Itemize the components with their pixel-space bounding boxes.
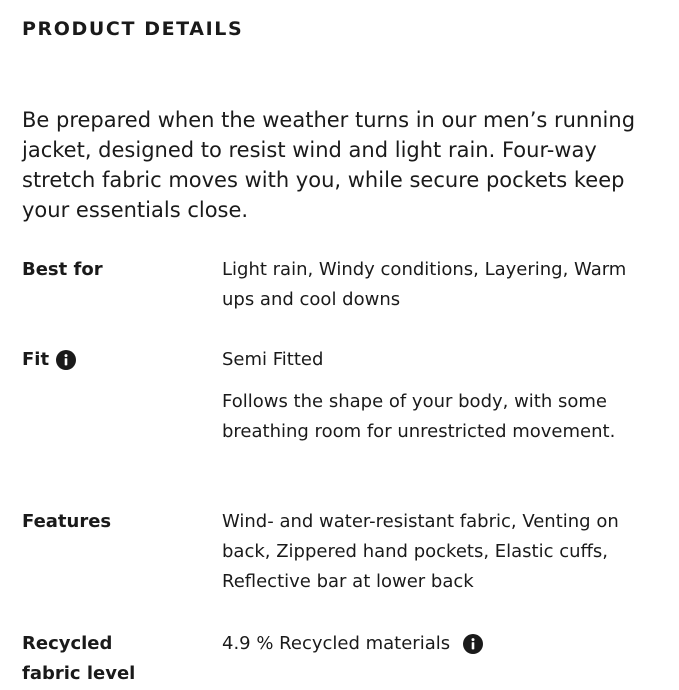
fit-note: Follows the shape of your body, with some breathing room for unrestricted movement.: [222, 391, 616, 442]
best-for-value: Light rain, Windy conditions, Layering, Warm ups and cool downs: [222, 259, 627, 310]
fit-info-icon[interactable]: [55, 349, 77, 371]
fit-label: [22, 345, 77, 375]
best-for-label-text: Best for: [22, 259, 103, 280]
recycled-label: [22, 629, 172, 689]
section-title: PRODUCT DETAILS: [22, 18, 244, 40]
product-description: Be prepared when the weather turns in our men’s running jacket, designed to resist wind and light rain. Four-way stretch fabric moves with you, while secure pockets keep your essentials close.: [22, 108, 636, 222]
fit-value: Semi Fitted: [222, 349, 324, 370]
recycled-value-text: 4.9 % Recycled materials: [222, 633, 451, 654]
features-label-text: Features: [22, 511, 112, 532]
best-for-label: [22, 255, 103, 285]
recycled-value: [222, 629, 662, 659]
recycled-info-icon[interactable]: [462, 633, 484, 655]
fit-label-text: Fit: [22, 349, 50, 370]
features-value: Wind- and water-resistant fabric, Venting on back, Zippered hand pockets, Elastic cuffs, Reflective bar at lower back: [222, 511, 619, 592]
recycled-label-text: Recycled fabric level: [22, 633, 136, 684]
features-label: [22, 507, 111, 537]
